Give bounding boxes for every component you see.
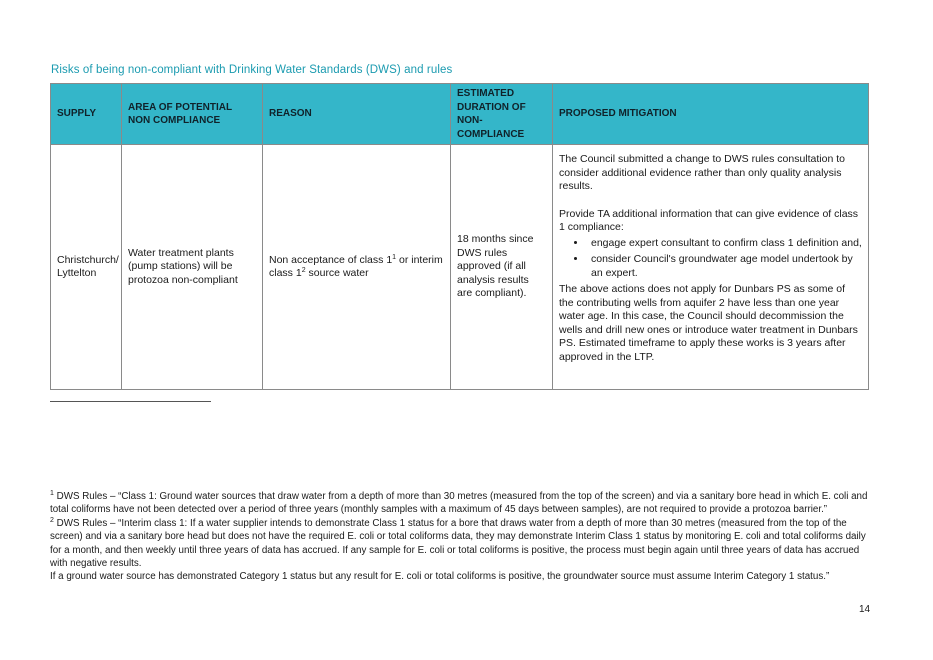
table-caption: Risks of being non-compliant with Drinking Water Standards (DWS) and rules [51,64,453,76]
mitigation-para-1: The Council submitted a change to DWS rules consultation to consider additional evidence rather than only quality analysis results. [559,153,845,192]
table-header-row [51,84,869,145]
list-item: • engage expert consultant to confirm class 1 definition and, [587,237,862,251]
footnote-ref-2: 2 [301,267,306,274]
mitigation-bullet-list [559,237,862,281]
footnote-mark-2: 2 [50,516,54,524]
header-reason: REASON [263,84,451,145]
header-duration: ESTIMATED DURATION OF NON-COMPLIANCE [451,84,553,145]
page-number: 14 [859,604,871,615]
mitigation-para-3: The above actions does not apply for Dunbars PS as some of the contributing wells from aquifer 2 have less than one year water age. In this case, the Council should decommission the wells and drill new ones or introduce water treatment in Dunbars PS. Estimated timeframe to apply these works is 3 years after approved in the LTP. [559,283,858,363]
reason-text-2: or interim class 1 [269,253,443,279]
cell-duration: 18 months since DWS rules approved (if all analysis results are compliant). [451,145,553,390]
footnote-2-continued: If a ground water source has demonstrated Category 1 status but any result for E. coli or total coliforms is positive, the groundwater source must assume Interim Category 1 status.” [50,571,830,583]
reason-text-3: source water [305,267,369,279]
dws-risk-table [50,83,869,390]
footnote-separator [50,401,211,402]
footnote-2 [50,517,870,571]
footnote-2-text: DWS Rules – “Interim class 1: If a water supplier intends to demonstrate Class 1 status for a bore that draws water from a depth of more than 30 metres (measured from the top of the screen) and via a sanitary bore head but does not have the required E. coli or total coliforms data, they may demonstrate Interim Class 1 status by monitoring E. coli and total coliforms daily for a month, and then weekly until three years of data has accrued. If any sample for E. coli or total coliforms is positive, the process must begin again until three years of data has accrued with negative results. [50,517,866,570]
cell-mitigation [553,145,869,390]
footnote-1 [50,490,870,517]
footnotes [50,490,870,584]
list-item: • consider Council's groundwater age model undertook by an expert. [587,253,862,280]
footnote-ref-1: 1 [392,253,397,261]
mitigation-para-2: Provide TA additional information that can give evidence of class 1 compliance: [559,207,859,233]
reason-text-1: Non acceptance of class 1 [269,253,393,266]
table-row [51,145,869,390]
cell-area: Water treatment plants (pump stations) will be protozoa non-compliant [122,145,263,390]
cell-reason [263,145,451,390]
cell-supply: Christchurch/ Lyttelton [51,145,122,390]
footnote-1-text: DWS Rules – “Class 1: Ground water sources that draw water from a depth of more than 30 metres (measured from the top of the screen) and via a sanitary bore head in which E. coli and total coliforms have not been detected over a period of three years (monthly samples with a maximum of 45 days between samples), are not required to provide a protozoa barrier.” [50,491,868,516]
header-area: AREA OF POTENTIAL NON COMPLIANCE [122,84,263,145]
header-mitigation: PROPOSED MITIGATION [553,84,869,145]
footnote-mark-1: 1 [50,490,54,497]
header-supply: SUPPLY [51,84,122,145]
